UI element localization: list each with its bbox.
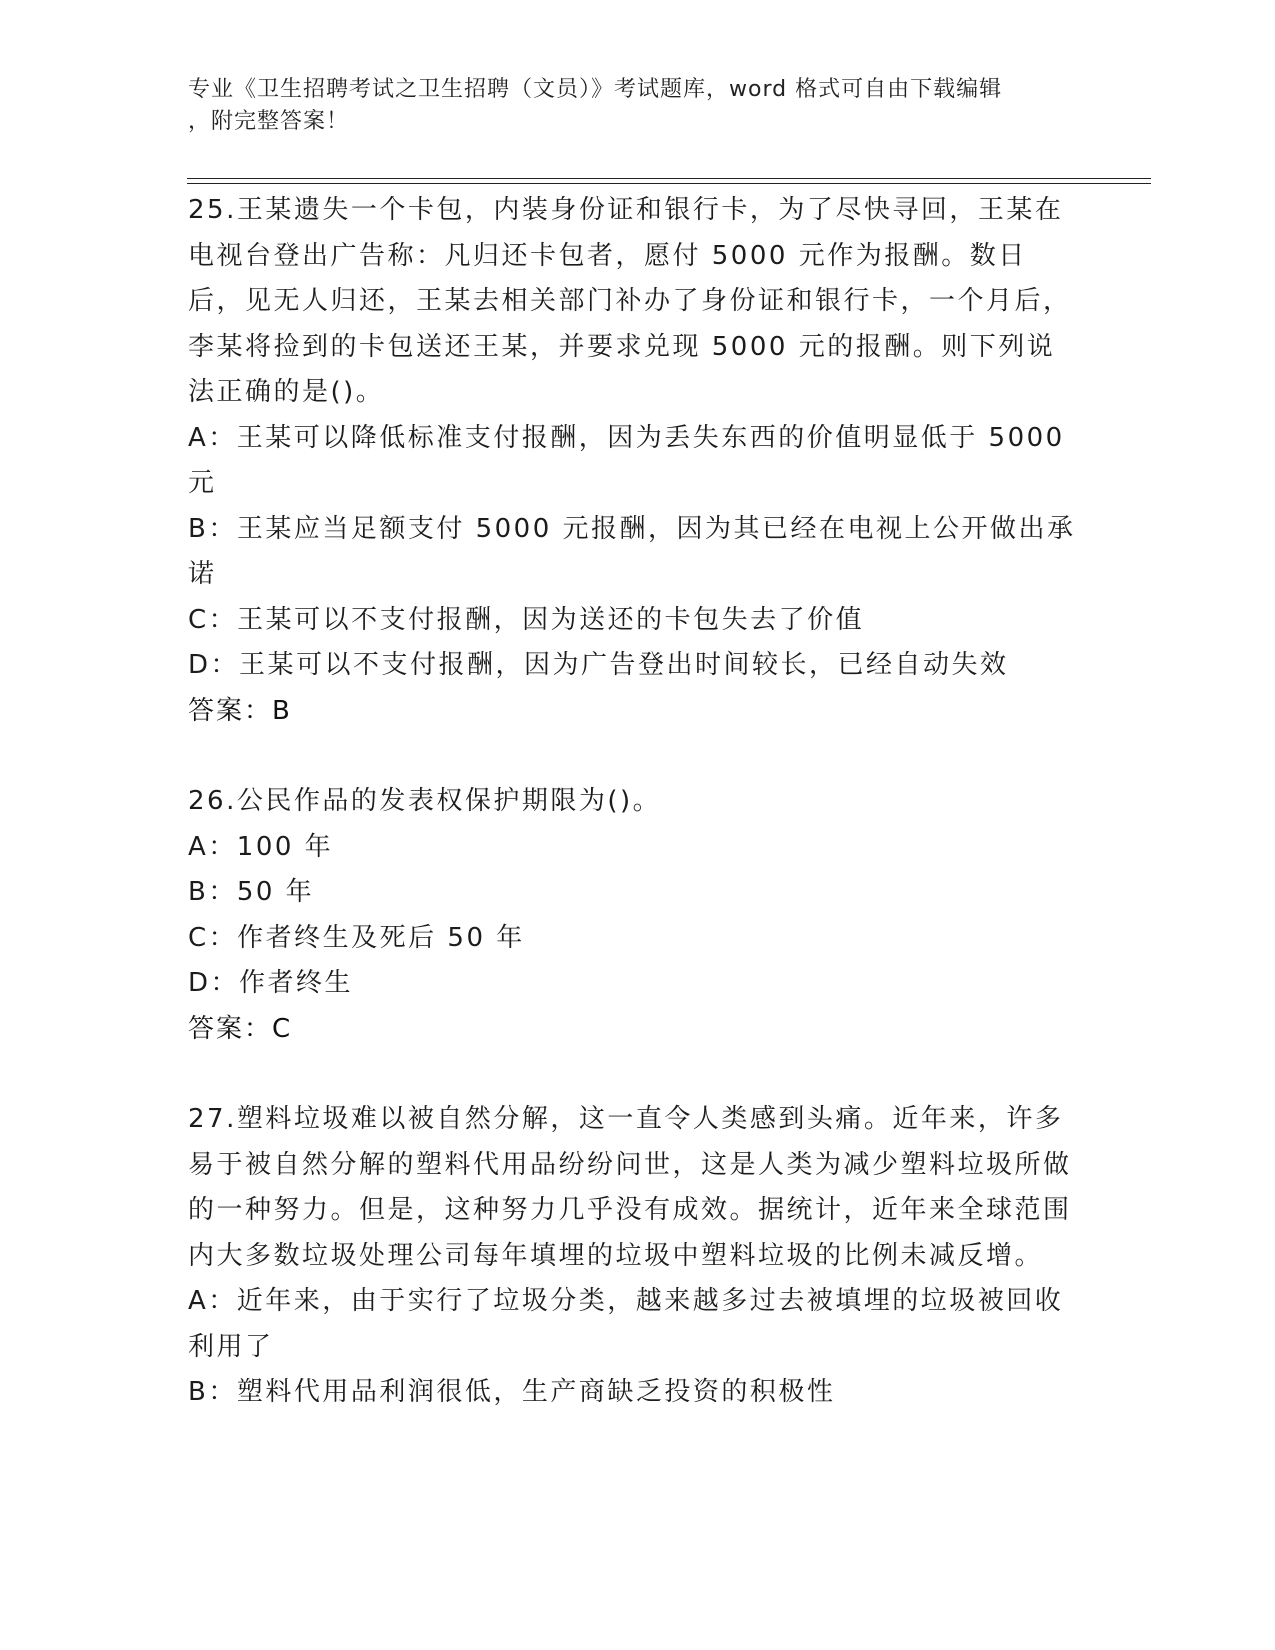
question-27 — [188, 1097, 1078, 1416]
question-list — [188, 188, 1078, 1416]
header-line-1: 专业《卫生招聘考试之卫生招聘（文员）》考试题库，word 格式可自由下载编辑 — [188, 77, 1003, 102]
option-c: C：王某可以不支付报酬，因为送还的卡包失去了价值 — [188, 604, 865, 635]
option-a: A：王某可以降低标准支付报酬，因为丢失东西的价值明显低于 5000 元 — [188, 422, 1065, 498]
answer: 答案：C — [188, 1013, 293, 1044]
question-stem: 27.塑料垃圾难以被自然分解，这一直令人类感到头痛。近年来，许多易于被自然分解的塑料代用品纷纷问世，这是人类为减少塑料垃圾所做的一种努力。但是，这种努力几乎没有成效。据统计，近年来全球范围内大多数垃圾处理公司每年填埋的垃圾中塑料垃圾的比例未减反增。 — [188, 1104, 1072, 1271]
question-25 — [188, 188, 1078, 734]
option-c: C：作者终生及死后 50 年 — [188, 922, 525, 953]
header-divider-top — [187, 178, 1151, 179]
question-stem: 25.王某遗失一个卡包，内装身份证和银行卡，为了尽快寻回，王某在电视台登出广告称：凡归还卡包者，愿付 5000 元作为报酬。数日后，见无人归还，王某去相关部门补办了身份证和银行卡，一个月后，李某将捡到的卡包送还王某，并要求兑现 5000 元的报酬。则下列说法正确的是()。 — [188, 195, 1072, 407]
header-line-2: ，附完整答案！ — [188, 109, 350, 134]
question-spacer — [188, 734, 1078, 779]
option-b: B：塑料代用品利润很低，生产商缺乏投资的积极性 — [188, 1377, 836, 1407]
document-header — [188, 74, 1068, 138]
option-b: B：王某应当足额支付 5000 元报酬，因为其已经在电视上公开做出承诺 — [188, 513, 1076, 589]
question-spacer — [188, 1052, 1078, 1097]
answer: 答案：B — [188, 695, 292, 726]
option-a: A：100 年 — [188, 831, 334, 862]
option-d: D：王某可以不支付报酬，因为广告登出时间较长，已经自动失效 — [188, 650, 1009, 680]
option-d: D：作者终生 — [188, 968, 354, 998]
question-26 — [188, 779, 1078, 1052]
question-stem: 26.公民作品的发表权保护期限为()。 — [188, 786, 662, 816]
header-divider-bottom — [187, 183, 1151, 184]
option-a: A：近年来，由于实行了垃圾分类，越来越多过去被填埋的垃圾被回收利用了 — [188, 1286, 1064, 1362]
option-b: B：50 年 — [188, 877, 315, 907]
